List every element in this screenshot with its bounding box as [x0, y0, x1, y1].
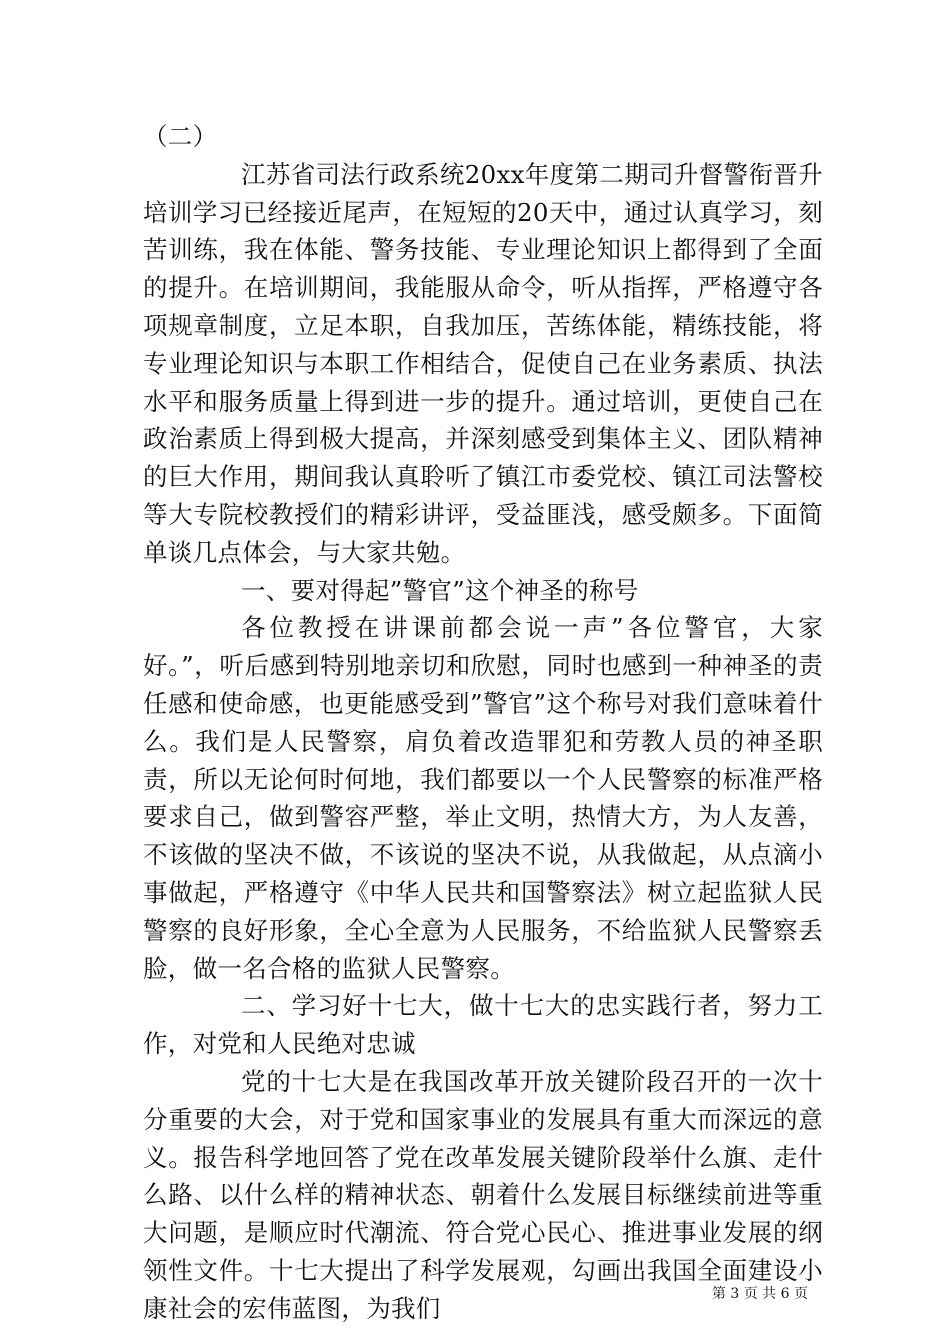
heading-point-one: 一、要对得起”警官”这个神圣的称号 [241, 575, 639, 605]
paragraph-intro: 江苏省司法行政系统20xx年度第二期司升督警衔晋升培训学习已经接近尾声，在短短的20天中，通过认真学习，刻苦训练，我在体能、警务技能、专业理论知识上都得到了全面的提升。在培训期间，我能服从命令，听从指挥，严格遵守各项规章制度，立足本职，自我加压，苦练体能，精练技能，将专业理论知识与本职工作相结合，促使自己在业务素质、执法水平和服务质量上得到进一步的提升。通过培训，更使自己在政治素质上得到极大提高，并深刻感受到集体主义、团队精神的巨大作用，期间我认真聆听了镇江市委党校、镇江司法警校等大专院校教授们的精彩讲评，受益匪浅，感受颇多。下面简单谈几点体会，与大家共勉。 [143, 159, 823, 567]
section-subtitle: （二） [143, 122, 218, 151]
paragraph-point-two: 党的十七大是在我国改革开放关键阶段召开的一次十分重要的大会，对于党和国家事业的发展具有重大而深远的意义。报告科学地回答了党在改革发展关键阶段举什么旗、走什么路、以什么样的精神状态、朝着什么发展目标继续前进等重大问题，是顺应时代潮流、符合党心民心、推进事业发展的纲领性文件。十七大提出了科学发展观，勾画出我国全面建设小康社会的宏伟蓝图，为我们 [143, 1066, 823, 1323]
document-body [143, 118, 823, 1328]
paragraph-point-one: 各位教授在讲课前都会说一声”各位警官，大家好。”，听后感到特别地亲切和欣慰，同时也感到一种神圣的责任感和使命感，也更能感受到”警官”这个称号对我们意味着什么。我们是人民警察，肩负着改造罪犯和劳教人员的神圣职责，所以无论何时何地，我们都要以一个人民警察的标准严格要求自己，做到警容严整，举止文明，热情大方，为人友善，不该做的坚决不做，不该说的坚决不说，从我做起，从点滴小事做起，严格遵守《中华人民共和国警察法》树立起监狱人民警察的良好形象，全心全意为人民服务，不给监狱人民警察丢脸，做一名合格的监狱人民警察。 [143, 613, 824, 983]
page-number-footer: 第 3 页 共 6 页 [711, 1286, 808, 1302]
heading-point-two: 二、学习好十七大，做十七大的忠实践行者，努力工作，对党和人民绝对忠诚 [143, 991, 823, 1059]
